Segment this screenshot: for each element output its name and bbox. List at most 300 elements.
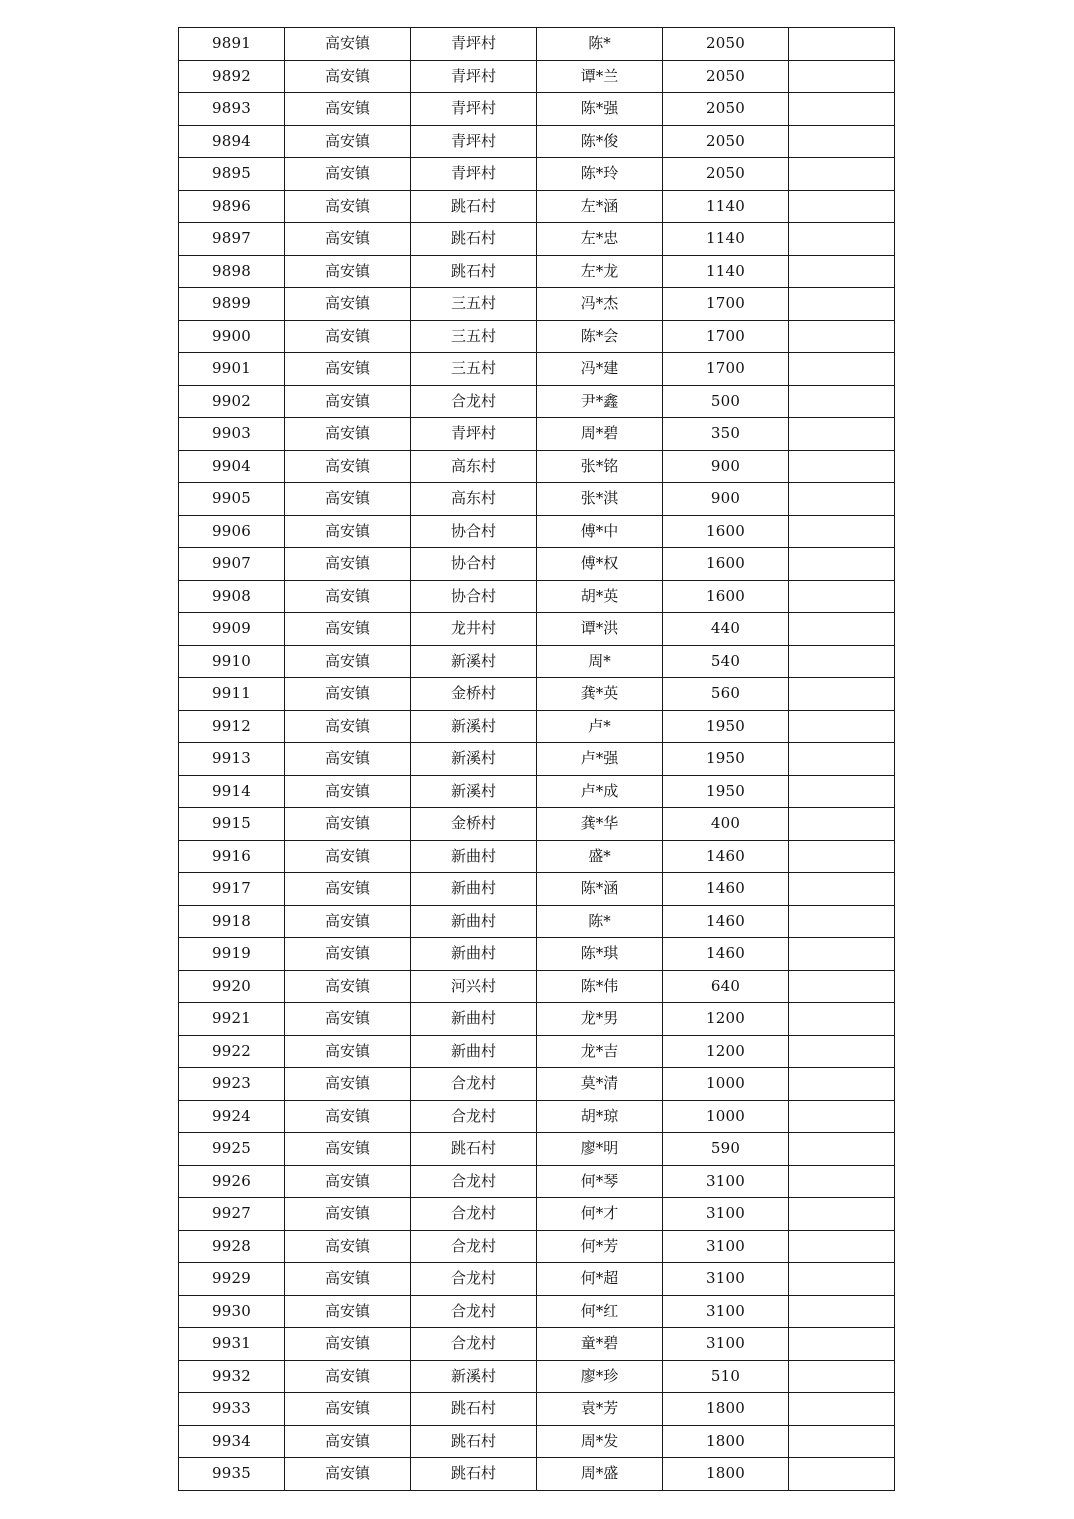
town-cell: 高安镇 (285, 1230, 411, 1263)
town-cell: 高安镇 (285, 60, 411, 93)
town-cell: 高安镇 (285, 1328, 411, 1361)
town-cell: 高安镇 (285, 1068, 411, 1101)
name-cell: 冯*杰 (537, 288, 663, 321)
name-cell: 左*龙 (537, 255, 663, 288)
note-cell (789, 678, 895, 711)
row-number-cell: 9898 (179, 255, 285, 288)
amount-cell: 1950 (663, 710, 789, 743)
row-number-cell: 9923 (179, 1068, 285, 1101)
note-cell (789, 1100, 895, 1133)
table-row (179, 483, 895, 516)
town-cell: 高安镇 (285, 1133, 411, 1166)
name-cell: 胡*英 (537, 580, 663, 613)
village-cell: 新曲村 (411, 938, 537, 971)
name-cell: 尹*鑫 (537, 385, 663, 418)
village-cell: 跳石村 (411, 223, 537, 256)
amount-cell: 1700 (663, 353, 789, 386)
note-cell (789, 1393, 895, 1426)
village-cell: 青坪村 (411, 60, 537, 93)
row-number-cell: 9895 (179, 158, 285, 191)
village-cell: 新曲村 (411, 873, 537, 906)
amount-cell: 3100 (663, 1328, 789, 1361)
row-number-cell: 9928 (179, 1230, 285, 1263)
name-cell: 周* (537, 645, 663, 678)
village-cell: 高东村 (411, 483, 537, 516)
name-cell: 谭*洪 (537, 613, 663, 646)
town-cell: 高安镇 (285, 223, 411, 256)
amount-cell: 1800 (663, 1458, 789, 1491)
village-cell: 合龙村 (411, 1328, 537, 1361)
village-cell: 合龙村 (411, 1230, 537, 1263)
note-cell (789, 1068, 895, 1101)
note-cell (789, 743, 895, 776)
amount-cell: 3100 (663, 1263, 789, 1296)
note-cell (789, 288, 895, 321)
village-cell: 合龙村 (411, 385, 537, 418)
name-cell: 龙*吉 (537, 1035, 663, 1068)
village-cell: 新溪村 (411, 743, 537, 776)
town-cell: 高安镇 (285, 255, 411, 288)
name-cell: 傅*权 (537, 548, 663, 581)
village-cell: 合龙村 (411, 1100, 537, 1133)
amount-cell: 1600 (663, 548, 789, 581)
name-cell: 冯*建 (537, 353, 663, 386)
town-cell: 高安镇 (285, 1165, 411, 1198)
village-cell: 合龙村 (411, 1295, 537, 1328)
name-cell: 袁*芳 (537, 1393, 663, 1426)
amount-cell: 1460 (663, 938, 789, 971)
village-cell: 协合村 (411, 548, 537, 581)
row-number-cell: 9896 (179, 190, 285, 223)
town-cell: 高安镇 (285, 28, 411, 61)
amount-cell: 3100 (663, 1230, 789, 1263)
village-cell: 跳石村 (411, 1458, 537, 1491)
note-cell (789, 905, 895, 938)
amount-cell: 1800 (663, 1425, 789, 1458)
village-cell: 跳石村 (411, 1133, 537, 1166)
name-cell: 周*碧 (537, 418, 663, 451)
table-row (179, 1035, 895, 1068)
note-cell (789, 515, 895, 548)
row-number-cell: 9906 (179, 515, 285, 548)
table-row (179, 808, 895, 841)
row-number-cell: 9925 (179, 1133, 285, 1166)
row-number-cell: 9930 (179, 1295, 285, 1328)
note-cell (789, 1360, 895, 1393)
table-row (179, 385, 895, 418)
village-cell: 合龙村 (411, 1198, 537, 1231)
table-body (179, 28, 895, 1491)
table-row (179, 1295, 895, 1328)
amount-cell: 1000 (663, 1100, 789, 1133)
name-cell: 莫*清 (537, 1068, 663, 1101)
table-row (179, 288, 895, 321)
village-cell: 新曲村 (411, 905, 537, 938)
name-cell: 张*淇 (537, 483, 663, 516)
village-cell: 新溪村 (411, 775, 537, 808)
village-cell: 三五村 (411, 288, 537, 321)
note-cell (789, 873, 895, 906)
name-cell: 陈*琪 (537, 938, 663, 971)
note-cell (789, 970, 895, 1003)
row-number-cell: 9934 (179, 1425, 285, 1458)
note-cell (789, 1458, 895, 1491)
town-cell: 高安镇 (285, 645, 411, 678)
table-row (179, 418, 895, 451)
town-cell: 高安镇 (285, 125, 411, 158)
row-number-cell: 9915 (179, 808, 285, 841)
amount-cell: 1200 (663, 1035, 789, 1068)
amount-cell: 640 (663, 970, 789, 1003)
town-cell: 高安镇 (285, 385, 411, 418)
note-cell (789, 580, 895, 613)
town-cell: 高安镇 (285, 515, 411, 548)
village-cell: 协合村 (411, 580, 537, 613)
name-cell: 何*超 (537, 1263, 663, 1296)
row-number-cell: 9900 (179, 320, 285, 353)
name-cell: 廖*珍 (537, 1360, 663, 1393)
town-cell: 高安镇 (285, 1100, 411, 1133)
name-cell: 龚*华 (537, 808, 663, 841)
village-cell: 青坪村 (411, 93, 537, 126)
row-number-cell: 9909 (179, 613, 285, 646)
note-cell (789, 190, 895, 223)
note-cell (789, 418, 895, 451)
town-cell: 高安镇 (285, 873, 411, 906)
table-row (179, 678, 895, 711)
town-cell: 高安镇 (285, 288, 411, 321)
town-cell: 高安镇 (285, 1393, 411, 1426)
amount-cell: 510 (663, 1360, 789, 1393)
note-cell (789, 353, 895, 386)
village-cell: 跳石村 (411, 1393, 537, 1426)
town-cell: 高安镇 (285, 1458, 411, 1491)
amount-cell: 560 (663, 678, 789, 711)
name-cell: 左*涵 (537, 190, 663, 223)
row-number-cell: 9897 (179, 223, 285, 256)
village-cell: 三五村 (411, 353, 537, 386)
town-cell: 高安镇 (285, 613, 411, 646)
amount-cell: 400 (663, 808, 789, 841)
amount-cell: 440 (663, 613, 789, 646)
name-cell: 谭*兰 (537, 60, 663, 93)
amount-cell: 1800 (663, 1393, 789, 1426)
row-number-cell: 9926 (179, 1165, 285, 1198)
village-cell: 新曲村 (411, 1035, 537, 1068)
town-cell: 高安镇 (285, 808, 411, 841)
row-number-cell: 9917 (179, 873, 285, 906)
row-number-cell: 9905 (179, 483, 285, 516)
amount-cell: 1460 (663, 873, 789, 906)
table-row (179, 775, 895, 808)
amount-cell: 1460 (663, 840, 789, 873)
row-number-cell: 9921 (179, 1003, 285, 1036)
village-cell: 跳石村 (411, 190, 537, 223)
amount-cell: 1950 (663, 775, 789, 808)
amount-cell: 2050 (663, 28, 789, 61)
village-cell: 河兴村 (411, 970, 537, 1003)
note-cell (789, 125, 895, 158)
row-number-cell: 9912 (179, 710, 285, 743)
note-cell (789, 28, 895, 61)
amount-cell: 1200 (663, 1003, 789, 1036)
village-cell: 青坪村 (411, 418, 537, 451)
row-number-cell: 9919 (179, 938, 285, 971)
row-number-cell: 9918 (179, 905, 285, 938)
table-row (179, 1458, 895, 1491)
town-cell: 高安镇 (285, 320, 411, 353)
table-row (179, 255, 895, 288)
amount-cell: 2050 (663, 125, 789, 158)
table-row (179, 515, 895, 548)
table-row (179, 223, 895, 256)
table-row (179, 1068, 895, 1101)
row-number-cell: 9904 (179, 450, 285, 483)
village-cell: 青坪村 (411, 28, 537, 61)
table-row (179, 1425, 895, 1458)
note-cell (789, 1198, 895, 1231)
name-cell: 何*芳 (537, 1230, 663, 1263)
note-cell (789, 645, 895, 678)
table-row (179, 1360, 895, 1393)
table-row (179, 1198, 895, 1231)
table-row (179, 548, 895, 581)
row-number-cell: 9924 (179, 1100, 285, 1133)
amount-cell: 2050 (663, 158, 789, 191)
row-number-cell: 9891 (179, 28, 285, 61)
town-cell: 高安镇 (285, 905, 411, 938)
table-row (179, 905, 895, 938)
row-number-cell: 9893 (179, 93, 285, 126)
table-row (179, 1328, 895, 1361)
note-cell (789, 1425, 895, 1458)
town-cell: 高安镇 (285, 743, 411, 776)
note-cell (789, 840, 895, 873)
row-number-cell: 9911 (179, 678, 285, 711)
amount-cell: 350 (663, 418, 789, 451)
name-cell: 陈*俊 (537, 125, 663, 158)
row-number-cell: 9922 (179, 1035, 285, 1068)
table-row (179, 1100, 895, 1133)
name-cell: 卢*成 (537, 775, 663, 808)
village-cell: 跳石村 (411, 255, 537, 288)
table-row (179, 353, 895, 386)
note-cell (789, 1263, 895, 1296)
note-cell (789, 808, 895, 841)
table-row (179, 613, 895, 646)
name-cell: 周*盛 (537, 1458, 663, 1491)
town-cell: 高安镇 (285, 710, 411, 743)
row-number-cell: 9932 (179, 1360, 285, 1393)
row-number-cell: 9910 (179, 645, 285, 678)
village-cell: 高东村 (411, 450, 537, 483)
name-cell: 周*发 (537, 1425, 663, 1458)
village-cell: 青坪村 (411, 158, 537, 191)
name-cell: 廖*明 (537, 1133, 663, 1166)
town-cell: 高安镇 (285, 190, 411, 223)
name-cell: 何*琴 (537, 1165, 663, 1198)
town-cell: 高安镇 (285, 1295, 411, 1328)
table-row (179, 970, 895, 1003)
name-cell: 陈* (537, 905, 663, 938)
table-row (179, 645, 895, 678)
note-cell (789, 450, 895, 483)
note-cell (789, 483, 895, 516)
amount-cell: 540 (663, 645, 789, 678)
name-cell: 陈*玲 (537, 158, 663, 191)
village-cell: 金桥村 (411, 678, 537, 711)
note-cell (789, 1003, 895, 1036)
table-row (179, 60, 895, 93)
row-number-cell: 9913 (179, 743, 285, 776)
table-row (179, 158, 895, 191)
name-cell: 陈* (537, 28, 663, 61)
row-number-cell: 9903 (179, 418, 285, 451)
village-cell: 新溪村 (411, 710, 537, 743)
note-cell (789, 938, 895, 971)
amount-cell: 1600 (663, 515, 789, 548)
row-number-cell: 9902 (179, 385, 285, 418)
name-cell: 卢*强 (537, 743, 663, 776)
name-cell: 陈*伟 (537, 970, 663, 1003)
town-cell: 高安镇 (285, 450, 411, 483)
table-row (179, 28, 895, 61)
table-row (179, 450, 895, 483)
village-cell: 新曲村 (411, 840, 537, 873)
town-cell: 高安镇 (285, 775, 411, 808)
name-cell: 陈*涵 (537, 873, 663, 906)
note-cell (789, 613, 895, 646)
name-cell: 童*碧 (537, 1328, 663, 1361)
table-row (179, 710, 895, 743)
table-row (179, 580, 895, 613)
note-cell (789, 320, 895, 353)
amount-cell: 3100 (663, 1165, 789, 1198)
amount-cell: 1700 (663, 320, 789, 353)
amount-cell: 1700 (663, 288, 789, 321)
row-number-cell: 9901 (179, 353, 285, 386)
table-row (179, 1133, 895, 1166)
table-row (179, 840, 895, 873)
table-row (179, 1263, 895, 1296)
town-cell: 高安镇 (285, 938, 411, 971)
note-cell (789, 223, 895, 256)
note-cell (789, 385, 895, 418)
table-row (179, 1230, 895, 1263)
note-cell (789, 1328, 895, 1361)
amount-cell: 3100 (663, 1198, 789, 1231)
row-number-cell: 9916 (179, 840, 285, 873)
row-number-cell: 9929 (179, 1263, 285, 1296)
name-cell: 何*才 (537, 1198, 663, 1231)
note-cell (789, 548, 895, 581)
note-cell (789, 255, 895, 288)
table-row (179, 1165, 895, 1198)
village-cell: 龙井村 (411, 613, 537, 646)
town-cell: 高安镇 (285, 1425, 411, 1458)
village-cell: 青坪村 (411, 125, 537, 158)
row-number-cell: 9899 (179, 288, 285, 321)
table-row (179, 1393, 895, 1426)
town-cell: 高安镇 (285, 1198, 411, 1231)
table-row (179, 320, 895, 353)
name-cell: 胡*琼 (537, 1100, 663, 1133)
amount-cell: 900 (663, 450, 789, 483)
village-cell: 合龙村 (411, 1165, 537, 1198)
row-number-cell: 9931 (179, 1328, 285, 1361)
table-row (179, 190, 895, 223)
town-cell: 高安镇 (285, 840, 411, 873)
amount-cell: 1000 (663, 1068, 789, 1101)
town-cell: 高安镇 (285, 158, 411, 191)
note-cell (789, 1133, 895, 1166)
amount-cell: 2050 (663, 60, 789, 93)
village-cell: 三五村 (411, 320, 537, 353)
town-cell: 高安镇 (285, 548, 411, 581)
row-number-cell: 9908 (179, 580, 285, 613)
village-cell: 协合村 (411, 515, 537, 548)
table-row (179, 743, 895, 776)
town-cell: 高安镇 (285, 580, 411, 613)
town-cell: 高安镇 (285, 970, 411, 1003)
village-cell: 新溪村 (411, 1360, 537, 1393)
amount-cell: 1460 (663, 905, 789, 938)
town-cell: 高安镇 (285, 93, 411, 126)
name-cell: 龚*英 (537, 678, 663, 711)
note-cell (789, 775, 895, 808)
row-number-cell: 9920 (179, 970, 285, 1003)
row-number-cell: 9914 (179, 775, 285, 808)
note-cell (789, 60, 895, 93)
village-cell: 金桥村 (411, 808, 537, 841)
row-number-cell: 9907 (179, 548, 285, 581)
table-row (179, 1003, 895, 1036)
note-cell (789, 710, 895, 743)
amount-cell: 500 (663, 385, 789, 418)
note-cell (789, 93, 895, 126)
amount-cell: 2050 (663, 93, 789, 126)
subsidy-table (178, 27, 895, 1491)
town-cell: 高安镇 (285, 418, 411, 451)
village-cell: 跳石村 (411, 1425, 537, 1458)
amount-cell: 590 (663, 1133, 789, 1166)
name-cell: 左*忠 (537, 223, 663, 256)
name-cell: 傅*中 (537, 515, 663, 548)
village-cell: 新溪村 (411, 645, 537, 678)
table-row (179, 93, 895, 126)
amount-cell: 3100 (663, 1295, 789, 1328)
table-row (179, 125, 895, 158)
table-row (179, 873, 895, 906)
note-cell (789, 1230, 895, 1263)
town-cell: 高安镇 (285, 1263, 411, 1296)
row-number-cell: 9892 (179, 60, 285, 93)
row-number-cell: 9927 (179, 1198, 285, 1231)
name-cell: 盛* (537, 840, 663, 873)
table-row (179, 938, 895, 971)
note-cell (789, 158, 895, 191)
town-cell: 高安镇 (285, 1035, 411, 1068)
note-cell (789, 1035, 895, 1068)
town-cell: 高安镇 (285, 678, 411, 711)
amount-cell: 1950 (663, 743, 789, 776)
name-cell: 张*铭 (537, 450, 663, 483)
amount-cell: 1140 (663, 255, 789, 288)
row-number-cell: 9935 (179, 1458, 285, 1491)
name-cell: 卢* (537, 710, 663, 743)
row-number-cell: 9894 (179, 125, 285, 158)
town-cell: 高安镇 (285, 483, 411, 516)
